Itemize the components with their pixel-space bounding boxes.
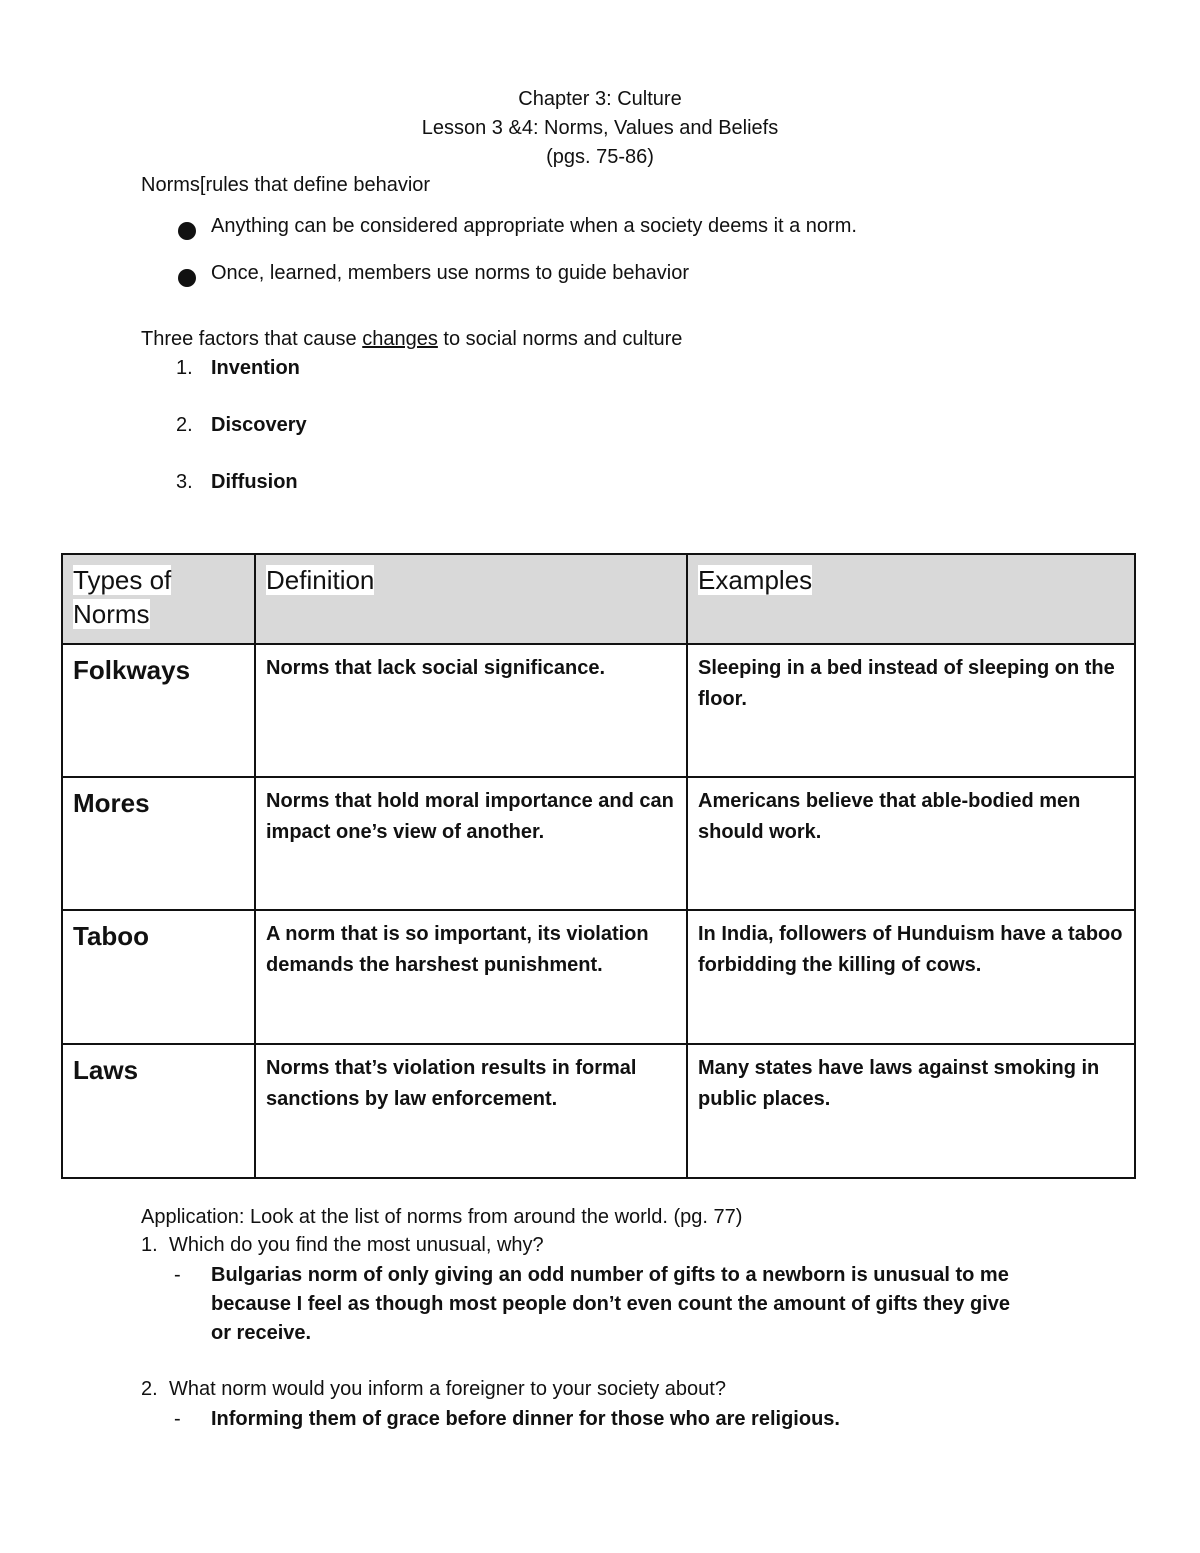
table-header-row	[62, 554, 1135, 644]
cell-example: Many states have laws against smoking in public places.	[687, 1044, 1135, 1178]
header-cell-examples: Examples	[687, 554, 1135, 644]
cell-type: Laws	[62, 1044, 255, 1178]
question-number: 1.	[141, 1234, 158, 1256]
lesson-title: Lesson 3 &4: Norms, Values and Beliefs	[421, 117, 779, 139]
cell-definition: Norms that lack social significance.	[255, 644, 687, 777]
header-cell-types: Types of Norms	[62, 554, 255, 644]
norms-definition	[141, 174, 430, 197]
answer-dash: -	[174, 1264, 181, 1286]
table-row	[62, 777, 1135, 910]
cell-type: Folkways	[62, 644, 255, 777]
norms-label: Norms	[141, 174, 200, 196]
table-row	[62, 1044, 1135, 1178]
factors-intro	[141, 328, 682, 351]
factor-number: 3.	[176, 471, 193, 493]
cell-definition: A norm that is so important, its violation demands the harshest punishment.	[255, 910, 687, 1044]
cell-example: In India, followers of Hunduism have a taboo forbidding the killing of cows.	[687, 910, 1135, 1044]
chapter-title: Chapter 3: Culture	[518, 88, 682, 110]
answer-dash: -	[174, 1408, 181, 1430]
answer-1-line-2: because I feel as though most people don’t even count the amount of gifts they give	[211, 1293, 1010, 1315]
norms-table	[61, 553, 1136, 1179]
factors-intro-underlined: changes	[362, 328, 438, 350]
factors-intro-before: Three factors that cause	[141, 328, 363, 350]
question-2: What norm would you inform a foreigner to your society about?	[169, 1378, 726, 1400]
cell-type: Mores	[62, 777, 255, 910]
cell-example: Americans believe that able-bodied men should work.	[687, 777, 1135, 910]
cell-definition: Norms that’s violation results in formal sanctions by law enforcement.	[255, 1044, 687, 1178]
factor-item-invention: Invention	[211, 357, 300, 379]
cell-type: Taboo	[62, 910, 255, 1044]
factor-number: 2.	[176, 414, 193, 436]
cell-example: Sleeping in a bed instead of sleeping on the floor.	[687, 644, 1135, 777]
table-row	[62, 644, 1135, 777]
norms-bullet-2: Once, learned, members use norms to guide behavior	[211, 262, 690, 284]
answer-1-line-1: Bulgarias norm of only giving an odd number of gifts to a newborn is unusual to me	[211, 1264, 1009, 1286]
factors-intro-after: to social norms and culture	[437, 328, 683, 350]
norms-bullet-1: Anything can be considered appropriate when a society deems it a norm.	[211, 215, 857, 237]
question-number: 2.	[141, 1378, 158, 1400]
answer-1-line-3: or receive.	[211, 1322, 312, 1344]
bullet-icon	[178, 222, 196, 240]
table-row	[62, 910, 1135, 1044]
cell-definition: Norms that hold moral importance and can impact one’s view of another.	[255, 777, 687, 910]
norms-separator: [	[199, 174, 206, 196]
answer-2-line-1: Informing them of grace before dinner for those who are religious.	[211, 1408, 840, 1430]
factor-item-diffusion: Diffusion	[211, 471, 298, 493]
factor-item-discovery: Discovery	[211, 414, 307, 436]
header-cell-definition: Definition	[255, 554, 687, 644]
question-1: Which do you find the most unusual, why?	[169, 1234, 544, 1256]
application-title: Application: Look at the list of norms from around the world. (pg. 77)	[141, 1206, 743, 1228]
bullet-icon	[178, 269, 196, 287]
page-range: (pgs. 75-86)	[546, 146, 654, 168]
norms-definition-text: rules that define behavior	[205, 174, 431, 196]
factor-number: 1.	[176, 357, 193, 379]
